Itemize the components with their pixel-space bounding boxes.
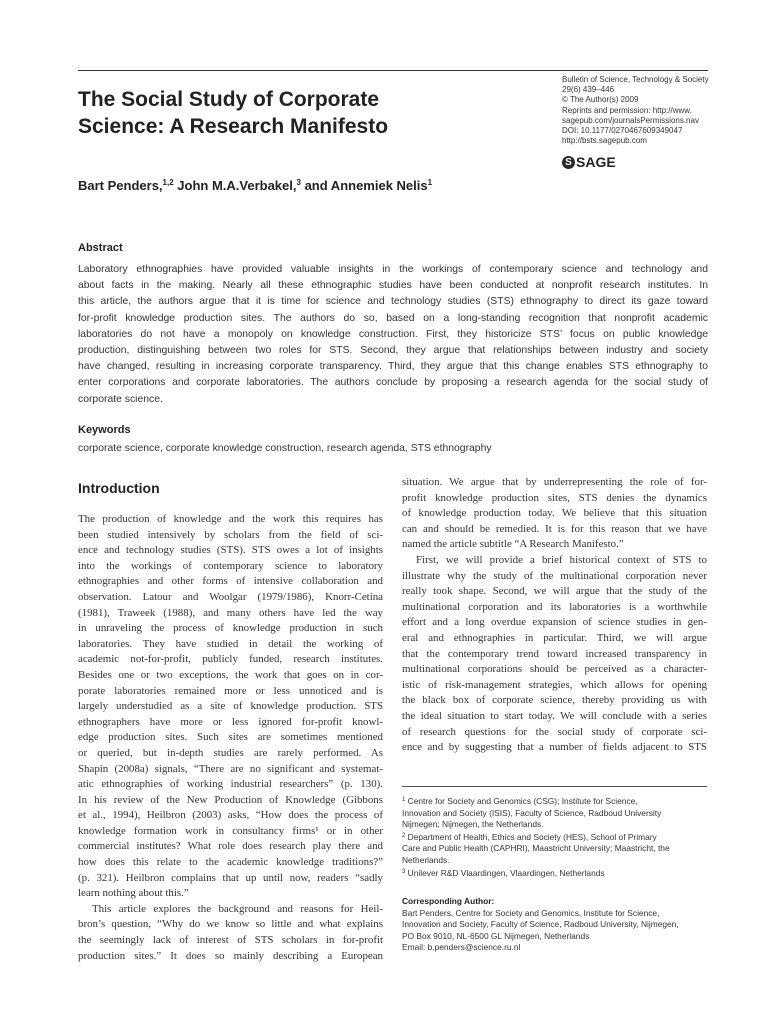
author-3-affiliation: 1 [427,178,433,187]
body-line: laboratories. They have studied in detail the working of [78,637,383,650]
corresponding-line-1: Bart Penders, Centre for Society and Genomics, Institute for Science, [402,907,660,918]
footnote-2-number: 2 [402,832,406,839]
body-line: observation. Latour and Woolgar (1979/1986), Knorr-Cetina [78,590,383,603]
author-1-affiliation: 1,2 [162,178,174,187]
body-line: can and should be remedied. It is for this reason that we have [402,522,707,535]
footnotes [402,795,712,879]
body-line: in unraveling the process of knowledge production in such [78,622,383,635]
body-line: In his review of the New Production of Knowledge (Gibbons [78,793,383,806]
corresponding-author [402,896,712,954]
footnote-rule [402,786,707,787]
body-line: into the workings of contemporary science to laboratory [78,559,383,572]
body-line: production sites.” It does so mainly describing a European [78,949,383,962]
journal-name: Bulletin of Science, Technology & Society [562,75,709,84]
body-line: istic of risk-management strategies, which allows for opening [402,678,707,691]
footnote-2-line-3: Netherlands. [402,854,450,865]
author-1: Bart Penders, [78,178,163,193]
footnote-1-line-2: Innovation and Society (ISIS), Faculty of Science, Radboud University [402,807,662,818]
permissions-line-1: Reprints and permission: http://www. [562,105,692,115]
body-line: the seemingly lack of interest of STS scholars in for-profit [78,934,383,947]
abstract-line: about facts in the making. Nearly all these ethnographic studies have been conducted at nonprofit research institutes. In [78,280,708,292]
body-line: learn nothing about this.” [78,887,189,900]
body-line: et al., 1994), Heilbron (2003) asks, “How does the process of [78,809,383,822]
footnote-3 [402,867,712,880]
footnote-3-line-1: Unilever R&D Vlaardingen, Vlaardingen, Netherlands [407,867,605,878]
footnote-2 [402,831,712,844]
abstract-line: laboratories do not have a monopoly on knowledge construction. First, they historicize STS’ focus on public knowledge [78,328,708,340]
article-title [78,86,498,140]
body-line: illustrate why the study of the multinational corporation never [402,569,707,582]
body-line: edge production sites. Such sites are sometimes mentioned [78,731,383,744]
footnote-1-number: 1 [402,797,406,803]
body-line: effort and a long overdue expansion of science studies in gen- [402,616,707,629]
corresponding-line-3: PO Box 9010, NL-6500 GL Nijmegen, Netherlands [402,930,590,941]
sage-logo-icon: S [562,156,575,169]
body-line: The production of knowledge and the work this requires has [78,513,383,525]
body-line: First, we will provide a brief historical context of STS to [416,553,707,566]
body-line: situation. We argue that by underrepresenting the role of for- [402,476,707,488]
footnote-1-line-3: Nijmegen; Nijmegen, the Netherlands. [402,819,544,830]
left-column [78,512,383,964]
abstract-line: corporate science. [78,393,163,405]
abstract-line: for-profit knowledge production sites. The authors do so, based on a long-standing recognition that nonprofit academic [78,312,708,324]
doi: DOI: 10.1177/0270467609349047 [562,126,683,136]
body-line: multinational corporations should be perceived as a character- [402,663,707,676]
body-line: named the article subtitle “A Research Manifesto.” [402,538,624,551]
body-line: bron’s question, “Why do we know so little and what explains [78,918,383,931]
body-line: ethnographers have more or less ignored for-profit knowl- [78,715,383,728]
footnote-2-line-2: Care and Public Health (CAPHRI), Maastricht University; Maastricht, the [402,843,670,854]
journal-url: http://bsts.sagepub.com [562,136,647,146]
body-line: largely understudied as a site of knowledge production. STS [78,700,383,713]
abstract-line: production, distinguishing between two roles for STS. Second, they argue that relationships between industry and society [78,345,708,357]
footnote-1-line-1: Centre for Society and Genomics (CSG); Institute for Science, [407,796,638,806]
permissions-line-2: sagepub.com/journalsPermissions.nav [562,115,699,125]
body-line: been studied intensively by scholars from the field of sci- [78,528,383,541]
abstract-body [78,262,708,408]
body-line: (p. 321). Heilbron complains that up until now, readers “sadly [78,871,383,884]
abstract-heading: Abstract [78,242,123,254]
copyright: © The Author(s) 2009 [562,95,639,105]
footnote-1 [402,795,712,808]
body-line: profit knowledge production sites, STS denies the dynamics [402,491,707,504]
body-line: ethnographies and other forms of intensive collaboration and [78,575,383,588]
body-line: the black box of corporate science, thereby providing us with [402,694,707,707]
body-line: or queried, but in-depth studies are rarely performed. As [78,746,383,759]
abstract-line: have changed, resulting in increasing corporate transparency. Third, they argue that this change enables STS ethnography to [78,361,708,373]
sage-logo-text: SAGE [576,154,616,170]
body-line: (1981), Traweek (1988), and many others have led the way [78,606,383,619]
body-line: how does this relate to the academic knowledge traditions?” [78,856,383,869]
body-line: ence and technology studies (STS). STS owes a lot of insights [78,544,383,557]
corresponding-author-heading: Corresponding Author: [402,896,495,906]
body-line: porate laboratories remained more or less unnoticed and is [78,684,383,697]
body-line: of knowledge production today. We believe that this situation [402,507,707,520]
author-2-affiliation: 3 [296,178,301,187]
body-line: really took shape. Second, we will argue that the study of the [402,585,707,598]
corresponding-line-2: Innovation and Society, Faculty of Science, Radboud University, Nijmegen, [402,919,679,930]
header-rule [78,70,708,71]
corresponding-email: Email: b.penders@science.ru.nl [402,942,521,953]
abstract-line: this article, the authors argue that it is time for science and technology studies (STS) ethnography to direct its gaze toward [78,296,708,308]
body-line: Shapin (2008a) signals, “There are no significant and systemat- [78,762,383,775]
right-column [402,475,707,756]
body-line: knowledge formation work in consultancy firms¹ or in other [78,824,383,837]
body-line: commercial institutes? What role does research play there and [78,840,383,853]
keywords-text: corporate science, corporate knowledge construction, research agenda, STS ethnography [78,443,492,454]
body-line: ence and by suggesting that a number of fields adjacent to STS [402,741,707,754]
title-line-2: Science: A Research Manifesto [78,115,389,138]
author-3: and Annemiek Nelis [300,178,428,193]
keywords-heading: Keywords [78,424,131,436]
body-line: academic not-for-profit, publicly funded, research institutes. [78,653,383,666]
body-line: eral and ethnographies in particular. Third, we will argue [402,631,707,644]
body-line: of research questions for the social study of corporate sci- [402,725,707,738]
author-2: John M.A.Verbakel, [173,178,297,193]
journal-volume: 29(6) 439–446 [562,85,615,95]
body-line: the ideal situation to start today. We will conclude with a series [402,709,707,722]
body-line: Besides one or two exceptions, the work that goes on in cor- [78,668,383,681]
body-line: This article explores the background and reasons for Heil- [92,902,383,915]
body-line: that the contemporary trend toward increased transparency in [402,647,707,660]
footnote-2-line-1: Department of Health, Ethics and Society (HES), School of Primary [407,831,657,842]
author-list [78,178,432,193]
footnote-3-number: 3 [402,868,406,875]
journal-meta [562,75,712,146]
introduction-heading: Introduction [78,480,160,496]
body-line: multinational corporation and its laboratories is a worthwhile [402,600,707,613]
abstract-line: enter corporations and corporate laboratories. The authors conclude by proposing a research agenda for the social study of [78,377,708,389]
sage-logo [562,152,616,172]
abstract-line: Laboratory ethnographies have provided valuable insights in the workings of contemporary science and technology and [78,264,708,275]
body-line: atic ethnographies of working industrial researchers” (p. 130). [78,778,383,791]
title-line-1: The Social Study of Corporate [78,88,380,111]
